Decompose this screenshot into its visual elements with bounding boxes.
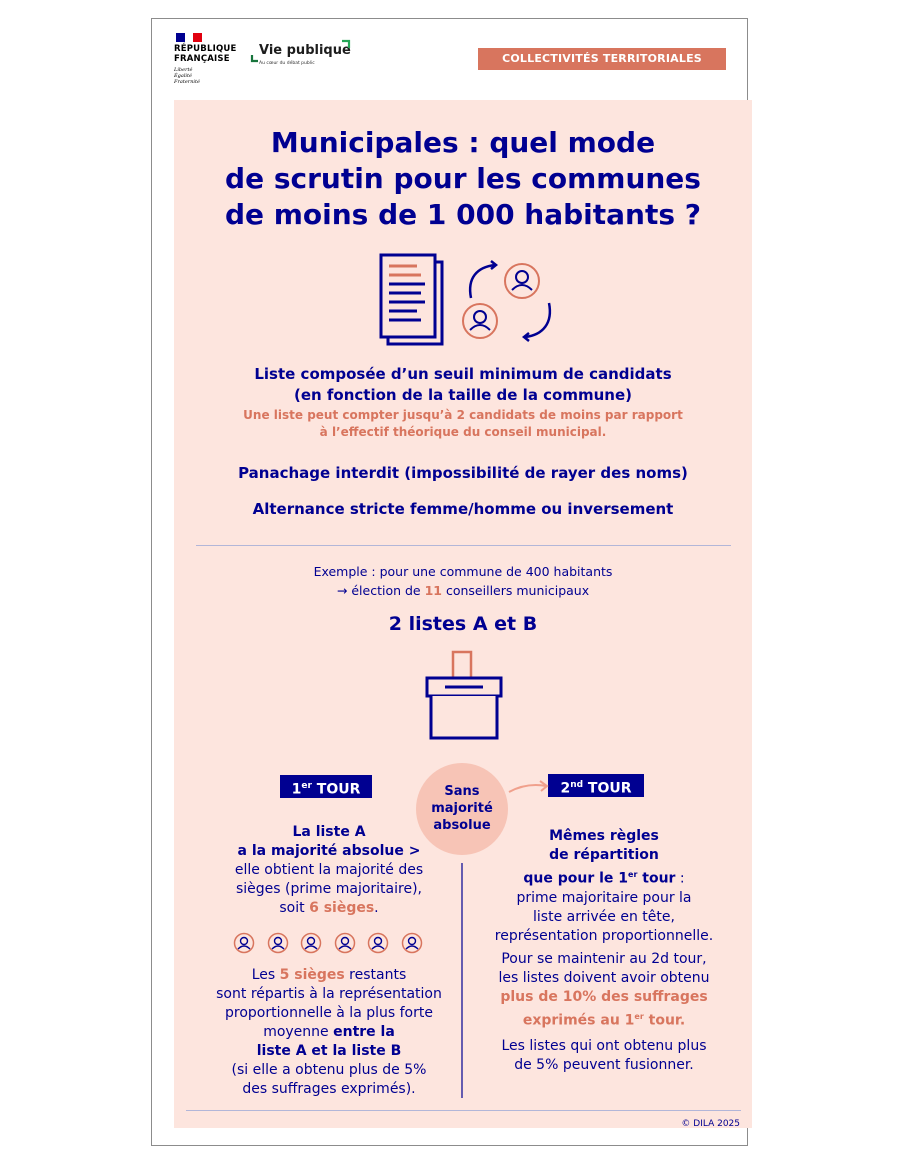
marianne-flag-icon bbox=[176, 33, 202, 42]
copyright: © DILA 2025 bbox=[681, 1119, 740, 1129]
page-title: Municipales : quel mode de scrutin pour les communes de moins de 1 000 habitants ? bbox=[224, 126, 702, 231]
tour2-threshold-text: Pour se maintenir au 2d tour, les listes doivent avoir obtenu plus de 10% des suffrages exprimés au 1er tour. bbox=[498, 951, 710, 1029]
infographic-card bbox=[151, 18, 748, 1146]
councillor-icon bbox=[401, 932, 423, 954]
ballot-box-icon bbox=[421, 648, 511, 746]
republique-francaise-logo: RÉPUBLIQUE FRANÇAISE bbox=[174, 44, 237, 64]
footer-divider bbox=[186, 1110, 741, 1111]
alternance-rule: Alternance stricte femme/homme ou inversement bbox=[252, 500, 674, 518]
councillor-icon bbox=[233, 932, 255, 954]
panachage-rule: Panachage interdit (impossibilité de rayer des noms) bbox=[238, 464, 688, 482]
vie-publique-tagline: Au cœur du débat public bbox=[259, 61, 315, 66]
tour1-text: La liste A a la majorité absolue > elle obtient la majorité des sièges (prime majoritaire), soit 6 sièges. bbox=[234, 824, 424, 916]
example-text: Exemple : pour une commune de 400 habitants → élection de 11 conseillers municipaux bbox=[313, 564, 613, 598]
tour1-remaining-text: Les 5 sièges restants sont répartis à la représentation proportionnelle à la plus forte moyenne entre la liste A et la liste B (si elle a obtenu plus de 5% des suffrages exprimés). bbox=[216, 967, 442, 1097]
councillor-icon bbox=[334, 932, 356, 954]
tour1-badge: 1er TOUR bbox=[280, 775, 372, 798]
transition-label: Sans majorité absolue bbox=[431, 784, 493, 833]
content-panel bbox=[174, 100, 752, 1128]
councillor-icon bbox=[267, 932, 289, 954]
seat-icons bbox=[233, 932, 423, 954]
people-exchange-icon bbox=[463, 261, 550, 341]
vie-publique-logo: Vie publique bbox=[259, 43, 351, 58]
tour2-text: Mêmes règles de répartition que pour le 1er tour : prime majoritaire pour la liste arrivée en tête, représentation proportionnelle. bbox=[494, 828, 714, 944]
tour2-merge-text: Les listes qui ont obtenu plus de 5% peuvent fusionner. bbox=[501, 1038, 707, 1073]
councillor-icon bbox=[367, 932, 389, 954]
list-rule-note: Une liste peut compter jusqu’à 2 candidats de moins par rapport à l’effectif théorique du conseil municipal. bbox=[243, 408, 683, 439]
document-icon bbox=[381, 255, 442, 344]
document-exchange-illustration bbox=[377, 253, 567, 348]
transition-arrow bbox=[509, 785, 546, 792]
councillor-icon bbox=[300, 932, 322, 954]
lists-heading: 2 listes A et B bbox=[388, 613, 538, 635]
category-tag: COLLECTIVITÉS TERRITORIALES bbox=[478, 48, 726, 70]
tour2-badge: 2nd TOUR bbox=[548, 774, 644, 797]
section-divider bbox=[196, 545, 731, 546]
republic-motto: Liberté Égalité Fraternité bbox=[174, 67, 200, 85]
vie-publique-bracket-icon bbox=[340, 39, 352, 51]
list-rule: Liste composée d’un seuil minimum de candidats (en fonction de la taille de la commune) bbox=[254, 365, 672, 404]
